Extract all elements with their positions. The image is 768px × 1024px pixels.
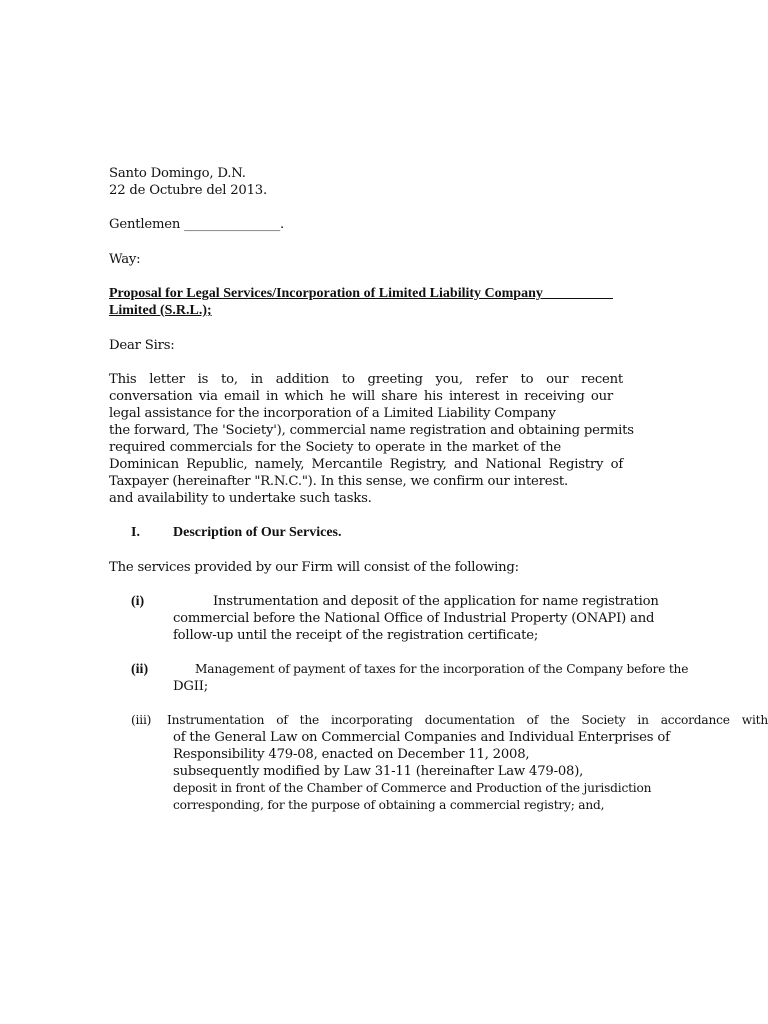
item-iii-line-1: Instrumentation of the incorporating documentation of the Society in accordance with <box>167 713 768 727</box>
item-iii-line-4: subsequently modified by Law 31-11 (hereinafter Law 479-08), <box>173 764 584 779</box>
item-iii-line-2: of the General Law on Commercial Companies and Individual Enterprises of <box>173 730 670 745</box>
item-marker-i: (i) <box>131 594 145 609</box>
subject-line-2: Limited (S.R.L.); <box>109 303 212 318</box>
intro-line-5: required commercials for the Society to operate in the market of the <box>109 440 561 455</box>
way-line: Way: <box>109 252 141 267</box>
section-number: I. <box>131 525 140 540</box>
greeting-line: Gentlemen _______________. <box>109 217 285 232</box>
item-i-line-2: commercial before the National Office of Industrial Property (ONAPI) and <box>173 611 655 626</box>
item-i-line-3: follow-up until the receipt of the registration certificate; <box>173 628 539 643</box>
date-line: 22 de Octubre del 2013. <box>109 183 267 198</box>
subject-line-1 <box>109 285 613 302</box>
item-i-line-1: Instrumentation and deposit of the application for name registration <box>213 594 659 609</box>
item-marker-ii: (ii) <box>131 662 149 677</box>
intro-line-1: This letter is to, in addition to greeting you, refer to our recent <box>109 372 623 387</box>
subject-tail: __________ <box>542 286 613 301</box>
salutation: Dear Sirs: <box>109 338 175 353</box>
city-line: Santo Domingo, D.N. <box>109 166 246 181</box>
item-ii-line-2: DGII; <box>173 679 208 694</box>
item-iii-line-3: Responsibility 479-08, enacted on December 11, 2008, <box>173 747 530 762</box>
item-marker-iii: (iii) <box>131 713 152 727</box>
intro-line-2: conversation via email in which he will share his interest in receiving our <box>109 389 613 404</box>
services-intro: The services provided by our Firm will consist of the following: <box>109 560 519 575</box>
item-iii-line-6: corresponding, for the purpose of obtaining a commercial registry; and, <box>173 798 605 812</box>
item-ii-line-1: Management of payment of taxes for the incorporation of the Company before the <box>195 662 689 676</box>
intro-line-7: Taxpayer (hereinafter "R.N.C."). In this sense, we confirm our interest. <box>109 474 569 489</box>
item-iii-line-5: deposit in front of the Chamber of Commerce and Production of the jurisdiction <box>173 781 652 795</box>
intro-line-3: legal assistance for the incorporation of a Limited Liability Company <box>109 406 556 421</box>
section-title: Description of Our Services. <box>173 525 342 540</box>
intro-line-4: the forward, The 'Society'), commercial name registration and obtaining permits <box>109 423 634 438</box>
subject-text-1: Proposal for Legal Services/Incorporation of Limited Liability Company <box>109 286 543 301</box>
intro-line-8: and availability to undertake such tasks. <box>109 491 372 506</box>
intro-line-6: Dominican Republic, namely, Mercantile Registry, and National Registry of <box>109 457 623 472</box>
